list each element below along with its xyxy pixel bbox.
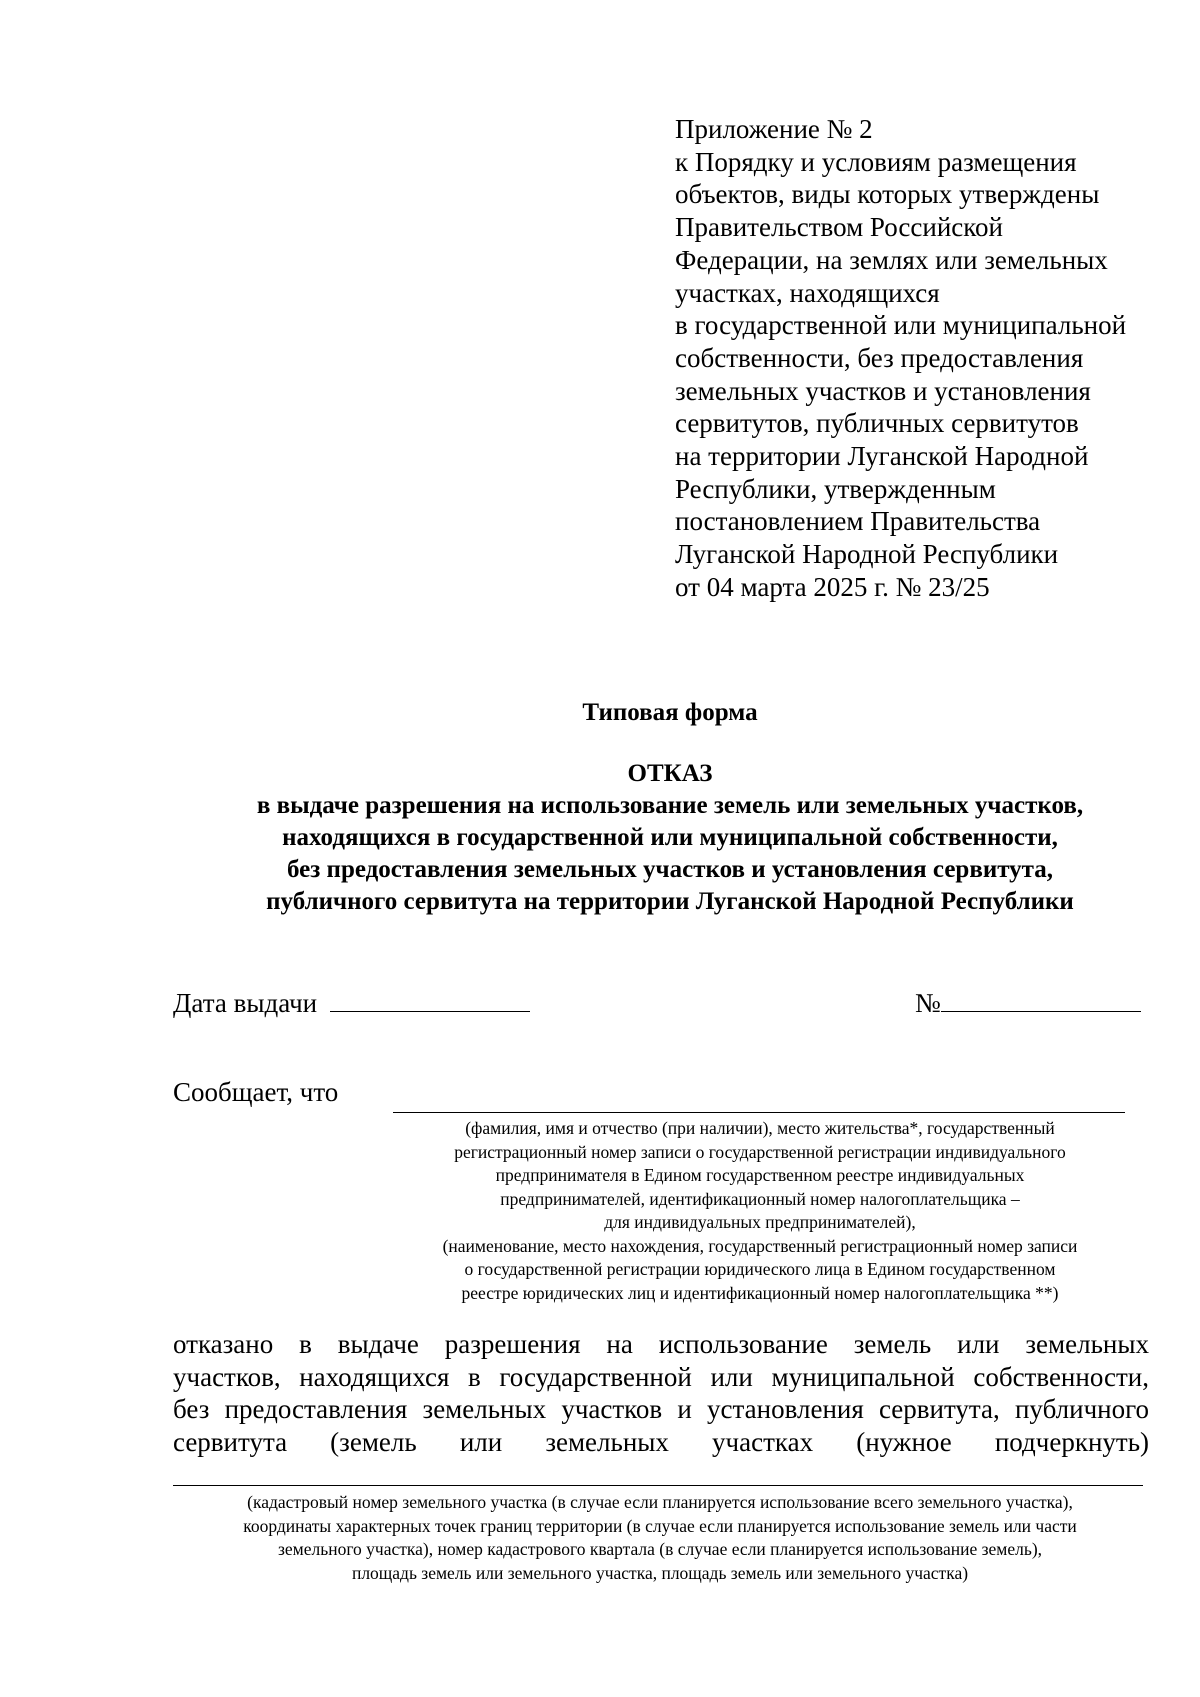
applicant-note-line: реестре юридических лиц и идентификационный номер налогоплательщика **)	[461, 1282, 1059, 1303]
applicant-blank-line[interactable]	[393, 1112, 1125, 1113]
land-plot-note-line: (кадастровый номер земельного участка (в случае если планируется использование всего земельного участка),	[247, 1492, 1073, 1512]
applicant-note	[365, 1117, 1155, 1305]
refusal-paragraph	[173, 1328, 1149, 1459]
land-plot-note-line: координаты характерных точек границ территории (в случае если планируется использование земель или части	[243, 1515, 1077, 1536]
appendix-line: сервитутов, публичных сервитутов	[675, 408, 1079, 439]
land-plot-note-line: земельного участка), номер кадастрового квартала (в случае если планируется использование земель),	[277, 1539, 1043, 1559]
appendix-line: на территории Луганской Народной	[675, 441, 1089, 472]
appendix-line: к Порядку и условиям размещения	[675, 146, 1077, 177]
appendix-line: Федерации, на землях или земельных	[675, 244, 1108, 275]
applicant-note-line: о государственной регистрации юридического лица в Едином государственном	[464, 1259, 1056, 1279]
appendix-line: участках, находящихся	[675, 277, 940, 308]
refusal-line: отказано в выдаче разрешения на использование земель или земельных	[173, 1329, 1149, 1359]
applicant-note-line: для индивидуальных предпринимателей),	[604, 1212, 916, 1232]
appendix-line: Приложение № 2	[675, 114, 873, 144]
appendix-line: земельных участков и установления	[675, 375, 1091, 406]
appendix-line: Республики, утвержденным	[675, 473, 996, 504]
heading-title: ОТКАЗ	[627, 760, 713, 787]
land-plot-note-line: площадь земель или земельного участка, площадь земель или земельного участка)	[351, 1562, 969, 1583]
refusal-line: сервитута (земель или земельных участках (нужное подчеркнуть)	[173, 1427, 1149, 1458]
issue-date-row	[173, 985, 530, 1019]
appendix-block	[675, 113, 1175, 604]
appendix-line: объектов, виды которых утверждены	[675, 179, 1100, 210]
applicant-note-line: (фамилия, имя и отчество (при наличии), место жительства*, государственный	[465, 1118, 1055, 1138]
applicant-note-line: предпринимателей, идентификационный номер налогоплательщика –	[500, 1188, 1020, 1209]
refusal-line: участков, находящихся в государственной или муниципальной собственности,	[173, 1361, 1149, 1392]
appendix-line: Правительством Российской	[675, 212, 1003, 243]
appendix-line: Луганской Народной Республики	[675, 539, 1059, 570]
form-type-label: Типовая форма	[582, 699, 758, 726]
issue-number-field[interactable]	[941, 985, 1141, 1012]
refusal-line: без предоставления земельных участков и установления сервитута, публичного	[173, 1394, 1149, 1425]
land-plot-blank-line[interactable]	[173, 1485, 1143, 1486]
appendix-line: постановлением Правительства	[675, 506, 1041, 537]
appendix-line: в государственной или муниципальной	[675, 310, 1127, 341]
appendix-line: от 04 марта 2025 г. № 23/25	[675, 571, 990, 602]
issue-number-label: №	[915, 988, 941, 1018]
heading-subtitle-line: в выдаче разрешения на использование земель или земельных участков,	[256, 792, 1084, 819]
issue-number-row	[915, 985, 1141, 1019]
issue-date-label: Дата выдачи	[173, 988, 318, 1018]
issue-date-field[interactable]	[330, 985, 530, 1012]
heading-subtitle-line: без предоставления земельных участков и установления сервитута,	[286, 856, 1054, 883]
applicant-note-line: предпринимателя в Едином государственном реестре индивидуальных	[495, 1165, 1025, 1185]
applicant-note-line: (наименование, место нахождения, государственный регистрационный номер записи	[442, 1235, 1078, 1256]
document-heading	[0, 758, 1200, 918]
heading-subtitle-line: публичного сервитута на территории Луганской Народной Республики	[266, 888, 1074, 915]
land-plot-note	[160, 1491, 1160, 1585]
applicant-note-line: регистрационный номер записи о государственной регистрации индивидуального	[454, 1141, 1066, 1162]
heading-subtitle-line: находящихся в государственной или муниципальной собственности,	[282, 824, 1058, 851]
reports-label: Сообщает, что	[173, 1077, 339, 1107]
appendix-line: собственности, без предоставления	[675, 342, 1084, 373]
